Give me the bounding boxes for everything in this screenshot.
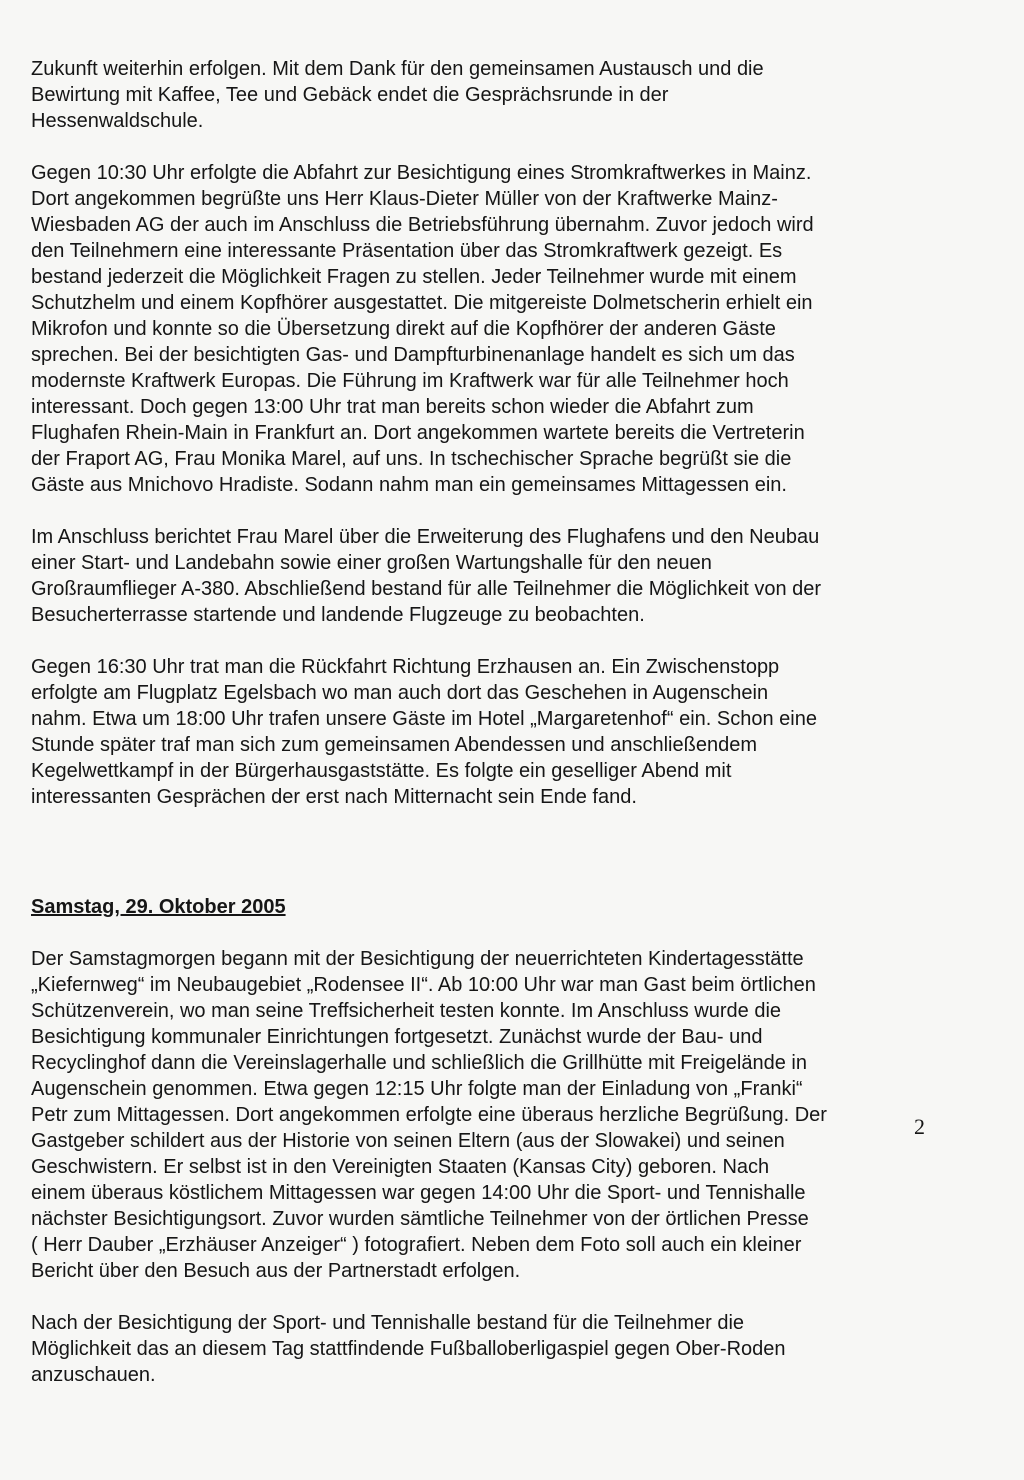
text-line: modernste Kraftwerk Europas. Die Führung im Kraftwerk war für alle Teilnehmer hoch: [31, 370, 789, 392]
text-line: der Fraport AG, Frau Monika Marel, auf uns. In tschechischer Sprache begrüßt sie die: [31, 448, 792, 470]
paragraph-power-plant-visit: [31, 160, 991, 498]
text-line: Wiesbaden AG der auch im Anschluss die Betriebsführung übernahm. Zuvor jedoch wird: [31, 214, 814, 236]
text-line: Schutzhelm und einem Kopfhörer ausgestattet. Die mitgereiste Dolmetscherin erhielt ein: [31, 292, 813, 314]
paragraph-closing-discussion: [31, 56, 991, 134]
text-line: Nach der Besichtigung der Sport- und Tennishalle bestand für die Teilnehmer die: [31, 1312, 745, 1334]
text-line: Geschwistern. Er selbst ist in den Vereinigten Staaten (Kansas City) geboren. Nach: [31, 1156, 770, 1178]
text-line: Flughafen Rhein-Main in Frankfurt an. Dort angekommen wartete bereits die Vertreterin: [31, 422, 805, 444]
text-line: Gäste aus Mnichovo Hradiste. Sodann nahm man ein gemeinsames Mittagessen ein.: [31, 474, 787, 496]
document-page: [31, 56, 991, 1414]
text-line: Zukunft weiterhin erfolgen. Mit dem Dank für den gemeinsamen Austausch und die: [31, 58, 764, 80]
text-line: Stunde später traf man sich zum gemeinsamen Abendessen und anschließendem: [31, 734, 757, 756]
text-line: einem überaus köstlichem Mittagessen war gegen 14:00 Uhr die Sport- und Tennishalle: [31, 1182, 806, 1204]
text-line: Im Anschluss berichtet Frau Marel über die Erweiterung des Flughafens und den Neubau: [31, 526, 820, 548]
section-heading: Samstag, 29. Oktober 2005: [31, 896, 286, 918]
page-number: 2: [914, 1114, 925, 1139]
text-line: ( Herr Dauber „Erzhäuser Anzeiger“ ) fotografiert. Neben dem Foto soll auch ein kleiner: [31, 1234, 802, 1256]
text-line: Großraumflieger A-380. Abschließend bestand für alle Teilnehmer die Möglichkeit von der: [31, 578, 822, 600]
text-line: sprechen. Bei der besichtigten Gas- und Dampfturbinenanlage handelt es sich um das: [31, 344, 795, 366]
text-line: Gastgeber schildert aus der Historie von seinen Eltern (aus der Slowakei) und seinen: [31, 1130, 785, 1152]
text-line: Augenschein genommen. Etwa gegen 12:15 Uhr folgte man der Einladung von „Franki“: [31, 1078, 803, 1100]
text-line: Hessenwaldschule.: [31, 110, 204, 132]
section-spacer: [31, 836, 991, 894]
text-line: bestand jederzeit die Möglichkeit Fragen zu stellen. Jeder Teilnehmer wurde mit einem: [31, 266, 797, 288]
text-line: einer Start- und Landebahn sowie einer großen Wartungshalle für den neuen: [31, 552, 712, 574]
text-line: Gegen 16:30 Uhr trat man die Rückfahrt Richtung Erzhausen an. Ein Zwischenstopp: [31, 656, 780, 678]
text-line: Dort angekommen begrüßte uns Herr Klaus-Dieter Müller von der Kraftwerke Mainz-: [31, 188, 778, 210]
text-line: Möglichkeit das an diesem Tag stattfindende Fußballoberligaspiel gegen Ober-Roden: [31, 1338, 786, 1360]
paragraph-airport-expansion: [31, 524, 991, 628]
text-line: erfolgte am Flugplatz Egelsbach wo man auch dort das Geschehen in Augenschein: [31, 682, 769, 704]
text-line: nahm. Etwa um 18:00 Uhr trafen unsere Gäste im Hotel „Margaretenhof“ ein. Schon eine: [31, 708, 817, 730]
text-line: Bewirtung mit Kaffee, Tee und Gebäck endet die Gesprächsrunde in der: [31, 84, 669, 106]
text-line: anzuschauen.: [31, 1364, 156, 1386]
text-line: den Teilnehmern eine interessante Präsentation über das Stromkraftwerk gezeigt. Es: [31, 240, 783, 262]
text-line: interessanten Gesprächen der erst nach Mitternacht sein Ende fand.: [31, 786, 637, 808]
text-line: Der Samstagmorgen begann mit der Besichtigung der neuerrichteten Kindertagesstätte: [31, 948, 804, 970]
text-line: Kegelwettkampf in der Bürgerhausgaststätte. Es folgte ein geselliger Abend mit: [31, 760, 732, 782]
text-line: Schützenverein, wo man seine Treffsicherheit testen konnte. Im Anschluss wurde die: [31, 1000, 782, 1022]
paragraph-football-match: [31, 1310, 991, 1388]
text-line: Mikrofon und konnte so die Übersetzung direkt auf die Kopfhörer der anderen Gäste: [31, 318, 776, 340]
text-line: Besucherterrasse startende und landende Flugzeuge zu beobachten.: [31, 604, 645, 626]
text-line: Gegen 10:30 Uhr erfolgte die Abfahrt zur Besichtigung eines Stromkraftwerkes in Mainz.: [31, 162, 812, 184]
paragraph-saturday-morning: [31, 946, 991, 1284]
text-line: Recyclinghof dann die Vereinslagerhalle und schließlich die Grillhütte mit Freigelände in: [31, 1052, 807, 1074]
text-line: Petr zum Mittagessen. Dort angekommen erfolgte eine überaus herzliche Begrüßung. Der: [31, 1104, 827, 1126]
text-line: „Kiefernweg“ im Neubaugebiet „Rodensee II“. Ab 10:00 Uhr war man Gast beim örtlichen: [31, 974, 816, 996]
text-line: nächster Besichtigungsort. Zuvor wurden sämtliche Teilnehmer von der örtlichen Presse: [31, 1208, 809, 1230]
text-line: Bericht über den Besuch aus der Partnerstadt erfolgen.: [31, 1260, 521, 1282]
paragraph-return-trip: [31, 654, 991, 810]
text-line: Besichtigung kommunaler Einrichtungen fortgesetzt. Zunächst wurde der Bau- und: [31, 1026, 763, 1048]
text-line: interessant. Doch gegen 13:00 Uhr trat man bereits schon wieder die Abfahrt zum: [31, 396, 754, 418]
